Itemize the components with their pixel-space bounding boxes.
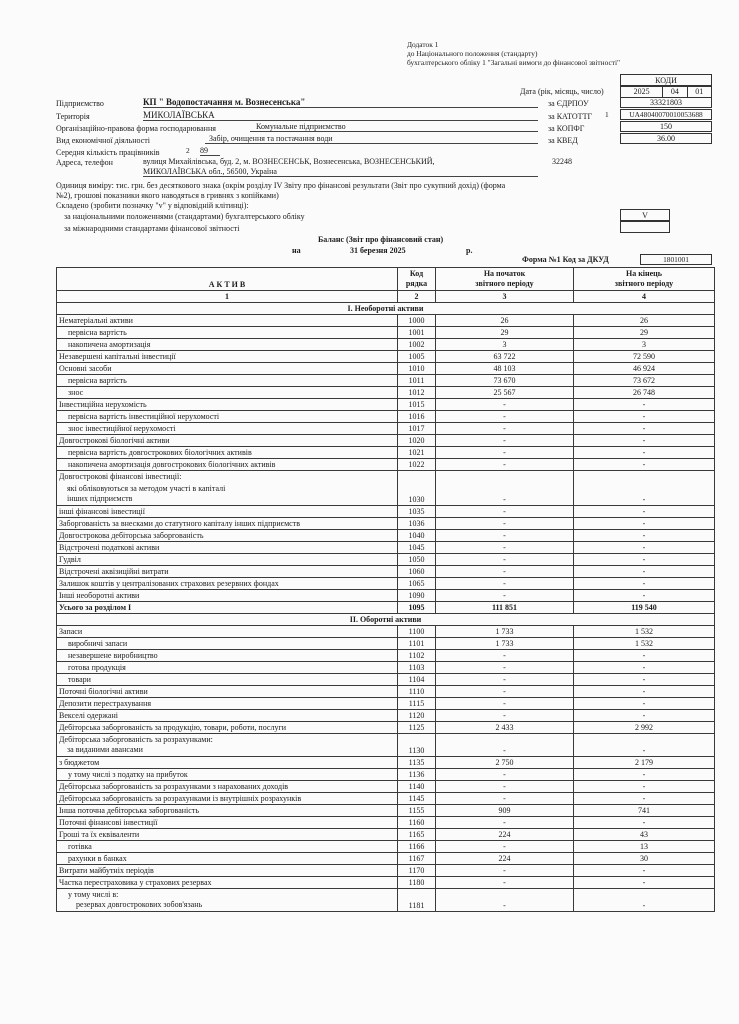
row-code: 1095 (398, 602, 436, 614)
row-end-value: - (574, 566, 715, 578)
territory-code-label: за КАТОТТГ (548, 112, 593, 121)
table-header-row (57, 268, 715, 291)
table-row (57, 471, 715, 506)
row-end-value: - (574, 554, 715, 566)
enterprise-label: Підприємство (56, 99, 104, 108)
international-standards-label: за міжнародними стандартами фінансової звітності (64, 224, 240, 233)
legal-form-label: Організаційно-правова форма господарювання (56, 124, 216, 133)
row-code: 1035 (398, 506, 436, 518)
row-name: Дебіторська заборгованість за розрахунками із внутрішніх розрахунків (57, 793, 398, 805)
row-code: 1160 (398, 817, 436, 829)
col-number-2: 2 (398, 291, 436, 303)
row-name-line: Дебіторська заборгованість за розрахунками: (59, 735, 213, 744)
row-code: 1145 (398, 793, 436, 805)
row-end-value: 29 (574, 327, 715, 339)
form-label: Форма №1 Код за ДКУД (522, 255, 609, 264)
kved-code: 36.00 (620, 133, 712, 144)
row-start-value: 1 733 (436, 638, 574, 650)
row-name-line: Довгострокові фінансові інвестиції: (59, 472, 182, 481)
row-end-value: - (574, 698, 715, 710)
legal-form-value: Комунальне підприємство (250, 122, 538, 132)
row-name: Незавершені капітальні інвестиції (57, 351, 398, 363)
row-start-value: - (436, 423, 574, 435)
unit-line-2: №2), грошові показники якого наводяться в гривнях з копійками) (56, 191, 279, 200)
row-name: первісна вартість інвестиційної нерухомості (57, 411, 398, 423)
table-row (57, 423, 715, 435)
row-name: Інші необоротні активи (57, 590, 398, 602)
row-start-value: - (436, 889, 574, 912)
table-row (57, 734, 715, 757)
row-end-value: 26 (574, 315, 715, 327)
row-name: первісна вартість (57, 375, 398, 387)
row-code: 1110 (398, 686, 436, 698)
row-end-value: - (574, 889, 715, 912)
activity-code-label: за КВЕД (548, 136, 578, 145)
address-label: Адреса, телефон (56, 158, 113, 167)
row-name: Векселі одержані (57, 710, 398, 722)
international-standards-checkbox (620, 221, 670, 233)
row-end-value: - (574, 686, 715, 698)
row-name: первісна вартість (57, 327, 398, 339)
row-code: 1140 (398, 781, 436, 793)
row-end-value: 13 (574, 841, 715, 853)
row-code: 1155 (398, 805, 436, 817)
row-name-line: резервах довгострокових зобов'язань (76, 900, 203, 909)
row-start-value: - (436, 734, 574, 757)
row-start-value: 909 (436, 805, 574, 817)
row-name (57, 471, 398, 506)
table-row (57, 506, 715, 518)
row-code: 1115 (398, 698, 436, 710)
row-name: у тому числі з податку на прибуток (57, 769, 398, 781)
row-code: 1017 (398, 423, 436, 435)
row-name: Поточні фінансові інвестиції (57, 817, 398, 829)
row-code: 1103 (398, 662, 436, 674)
table-row (57, 447, 715, 459)
row-code: 1000 (398, 315, 436, 327)
table-row (57, 626, 715, 638)
row-end-value: 73 672 (574, 375, 715, 387)
row-start-value: 29 (436, 327, 574, 339)
row-end-value: 30 (574, 853, 715, 865)
row-name (57, 889, 398, 912)
legal-form-code-label: за КОПФГ (548, 124, 585, 133)
table-row (57, 674, 715, 686)
edrpou-code: 33321803 (620, 97, 712, 108)
header-asset: А К Т И В (57, 268, 398, 291)
row-name: Витрати майбутніх періодів (57, 865, 398, 877)
territory-value: МИКОЛАЇВСЬКА (143, 110, 538, 121)
row-code: 1104 (398, 674, 436, 686)
row-start-value: - (436, 686, 574, 698)
row-end-value: - (574, 530, 715, 542)
row-code: 1135 (398, 757, 436, 769)
row-name: Відстрочені податкові активи (57, 542, 398, 554)
col-number-4: 4 (574, 291, 715, 303)
table-row (57, 363, 715, 375)
row-start-value: - (436, 411, 574, 423)
row-name: первісна вартість довгострокових біологічних активів (57, 447, 398, 459)
row-code: 1102 (398, 650, 436, 662)
table-row (57, 339, 715, 351)
row-start-value: 63 722 (436, 351, 574, 363)
row-name: Інша поточна дебіторська заборгованість (57, 805, 398, 817)
row-code: 1002 (398, 339, 436, 351)
row-end-value: - (574, 411, 715, 423)
enterprise-code-label: за ЄДРПОУ (548, 99, 589, 108)
row-start-value: 26 (436, 315, 574, 327)
row-end-value: - (574, 542, 715, 554)
codes-header: КОДИ (620, 74, 712, 86)
row-name: Довгострокова дебіторська заборгованість (57, 530, 398, 542)
row-end-value: - (574, 650, 715, 662)
row-end-value: - (574, 769, 715, 781)
row-name: рахунки в банках (57, 853, 398, 865)
row-start-value: 25 567 (436, 387, 574, 399)
address-line-1: вулиця Михайлівська, буд. 2, м. ВОЗНЕСЕНСЬК, Вознесенська, ВОЗНЕСЕНСЬКИЙ, (143, 157, 435, 166)
row-name: Запаси (57, 626, 398, 638)
date-year: 2025 (621, 87, 663, 98)
table-row (57, 435, 715, 447)
row-code: 1181 (398, 889, 436, 912)
dkud-code: 1801001 (640, 254, 712, 265)
appendix-line-3: бухгалтерського обліку 1 "Загальні вимоги до фінансової звітності" (407, 58, 621, 67)
row-end-value: 43 (574, 829, 715, 841)
row-end-value: - (574, 471, 715, 506)
row-start-value: - (436, 554, 574, 566)
table-row (57, 769, 715, 781)
title-date: 31 березня 2025 (350, 246, 406, 255)
table-row (57, 566, 715, 578)
row-end-value: - (574, 423, 715, 435)
address-line-2: МИКОЛАЇВСЬКА обл., 56500, Україна (143, 167, 538, 177)
row-name (57, 734, 398, 757)
row-name: Відстрочені аквізиційні витрати (57, 566, 398, 578)
employees-label: Середня кількість працівників (56, 148, 160, 157)
table-row (57, 411, 715, 423)
row-start-value: 1 733 (436, 626, 574, 638)
table-row (57, 889, 715, 912)
row-name: накопичена амортизація (57, 339, 398, 351)
row-end-value: 2 179 (574, 757, 715, 769)
table-row (57, 542, 715, 554)
row-end-value: - (574, 435, 715, 447)
row-start-value: - (436, 578, 574, 590)
table-row (57, 650, 715, 662)
employees-marker: 2 (186, 146, 190, 155)
row-code: 1040 (398, 530, 436, 542)
table-row (57, 327, 715, 339)
row-end-value: 46 924 (574, 363, 715, 375)
row-start-value: - (436, 590, 574, 602)
table-row (57, 805, 715, 817)
row-start-value: 111 851 (436, 602, 574, 614)
appendix-line-1: Додаток 1 (407, 40, 439, 49)
row-code: 1016 (398, 411, 436, 423)
row-code: 1020 (398, 435, 436, 447)
header-start: На початок звітного періоду (436, 268, 574, 291)
row-start-value: - (436, 435, 574, 447)
row-start-value: - (436, 865, 574, 877)
row-code: 1170 (398, 865, 436, 877)
row-name: Інвестиційна нерухомість (57, 399, 398, 411)
row-name: товари (57, 674, 398, 686)
section-header-row (57, 614, 715, 626)
section-header-row (57, 303, 715, 315)
date-day: 01 (687, 87, 711, 98)
table-row (57, 638, 715, 650)
table-row (57, 375, 715, 387)
row-code: 1060 (398, 566, 436, 578)
row-start-value: - (436, 698, 574, 710)
row-start-value: - (436, 793, 574, 805)
row-end-value: 72 590 (574, 351, 715, 363)
row-end-value: - (574, 734, 715, 757)
table-row (57, 793, 715, 805)
table-row (57, 662, 715, 674)
row-start-value: - (436, 506, 574, 518)
row-name: готова продукція (57, 662, 398, 674)
row-start-value: - (436, 817, 574, 829)
balance-table (56, 267, 715, 912)
activity-label: Вид економічної діяльності (56, 136, 151, 145)
row-code: 1005 (398, 351, 436, 363)
row-name: Частка перестраховика у страхових резервах (57, 877, 398, 889)
row-start-value: - (436, 877, 574, 889)
row-name: виробничі запаси (57, 638, 398, 650)
row-code: 1100 (398, 626, 436, 638)
appendix-line-2: до Національного положення (стандарту) (407, 49, 538, 58)
compiled-label: Складено (зробити позначку "v" у відповідній клітинці): (56, 201, 249, 210)
row-start-value: 224 (436, 853, 574, 865)
table-row (57, 710, 715, 722)
row-code: 1022 (398, 459, 436, 471)
row-end-value: 3 (574, 339, 715, 351)
table-row (57, 722, 715, 734)
row-start-value: - (436, 650, 574, 662)
row-start-value: 3 (436, 339, 574, 351)
row-end-value: - (574, 590, 715, 602)
table-row (57, 757, 715, 769)
header-end: На кінець звітного періоду (574, 268, 715, 291)
row-code: 1125 (398, 722, 436, 734)
table-row (57, 698, 715, 710)
row-name: Заборгованість за внесками до статутного капіталу інших підприємств (57, 518, 398, 530)
row-start-value: 48 103 (436, 363, 574, 375)
table-row (57, 817, 715, 829)
row-end-value: - (574, 399, 715, 411)
section-title: I. Необоротні активи (57, 303, 715, 315)
table-row (57, 459, 715, 471)
row-end-value: 119 540 (574, 602, 715, 614)
row-name: Основні засоби (57, 363, 398, 375)
table-row (57, 578, 715, 590)
row-name: Нематеріальні активи (57, 315, 398, 327)
national-standards-label: за національними положеннями (стандартами) бухгалтерського обліку (64, 212, 305, 221)
row-start-value: - (436, 530, 574, 542)
row-code: 1065 (398, 578, 436, 590)
row-name: інші фінансові інвестиції (57, 506, 398, 518)
row-code: 1012 (398, 387, 436, 399)
row-end-value: - (574, 710, 715, 722)
row-code: 1090 (398, 590, 436, 602)
row-name: Поточні біологічні активи (57, 686, 398, 698)
col-number-1: 1 (57, 291, 398, 303)
row-name: накопичена амортизація довгострокових біологічних активів (57, 459, 398, 471)
row-end-value: - (574, 865, 715, 877)
table-row (57, 315, 715, 327)
row-code: 1136 (398, 769, 436, 781)
territory-label: Територія (56, 112, 90, 121)
row-end-value: - (574, 459, 715, 471)
col-number-3: 3 (436, 291, 574, 303)
row-end-value: - (574, 506, 715, 518)
row-code: 1120 (398, 710, 436, 722)
row-end-value: - (574, 518, 715, 530)
row-end-value: - (574, 781, 715, 793)
row-code: 1011 (398, 375, 436, 387)
row-name-line: у тому числі в: (68, 890, 119, 899)
table-row (57, 877, 715, 889)
row-code: 1130 (398, 734, 436, 757)
column-numbers-row (57, 291, 715, 303)
row-code: 1045 (398, 542, 436, 554)
row-name-line: інших підприємств (67, 494, 133, 503)
row-start-value: - (436, 841, 574, 853)
row-name: з бюджетом (57, 757, 398, 769)
row-code: 1101 (398, 638, 436, 650)
row-code: 1015 (398, 399, 436, 411)
row-code: 1165 (398, 829, 436, 841)
table-row (57, 865, 715, 877)
header-code: Код рядка (398, 268, 436, 291)
row-start-value: - (436, 447, 574, 459)
row-name: Гроші та їх еквіваленти (57, 829, 398, 841)
row-name: знос (57, 387, 398, 399)
row-start-value: - (436, 781, 574, 793)
row-name: Довгострокові біологічні активи (57, 435, 398, 447)
row-end-value: - (574, 578, 715, 590)
table-row (57, 399, 715, 411)
row-name: Усього за розділом I (57, 602, 398, 614)
row-start-value: - (436, 518, 574, 530)
unit-line-1: Одиниця виміру: тис. грн. без десяткового знака (окрім розділу IV Звіту про фінансові результати (Звіт про сукупний дохід) (форма (56, 181, 506, 190)
row-start-value: 2 750 (436, 757, 574, 769)
row-name: готівка (57, 841, 398, 853)
row-name: Дебіторська заборгованість за розрахунками з нарахованих доходів (57, 781, 398, 793)
table-row (57, 686, 715, 698)
row-start-value: 73 670 (436, 375, 574, 387)
row-code: 1010 (398, 363, 436, 375)
row-code: 1050 (398, 554, 436, 566)
katottg-code: UA48040070010053688 (620, 109, 712, 120)
row-end-value: - (574, 662, 715, 674)
table-row (57, 387, 715, 399)
activity-value: Забір, очищення та постачання води (205, 134, 538, 144)
row-start-value: 2 433 (436, 722, 574, 734)
row-start-value: - (436, 542, 574, 554)
table-row (57, 554, 715, 566)
row-code: 1021 (398, 447, 436, 459)
row-start-value: - (436, 674, 574, 686)
row-end-value: 2 992 (574, 722, 715, 734)
address-phone: 32248 (552, 157, 572, 166)
row-code: 1166 (398, 841, 436, 853)
row-end-value: - (574, 447, 715, 459)
date-label: Дата (рік, місяць, число) (520, 87, 604, 96)
title-on: на (292, 246, 301, 255)
row-name: Депозити перестрахування (57, 698, 398, 710)
table-row (57, 829, 715, 841)
section-title: II. Оборотні активи (57, 614, 715, 626)
title-year-suffix: р. (466, 246, 473, 255)
table-row (57, 841, 715, 853)
row-end-value: 1 532 (574, 638, 715, 650)
row-end-value: - (574, 674, 715, 686)
table-row (57, 351, 715, 363)
table-row (57, 518, 715, 530)
row-name: незавершене виробництво (57, 650, 398, 662)
kopfg-code: 150 (620, 121, 712, 132)
balance-title: Баланс (Звіт про фінансовий стан) (318, 235, 444, 244)
row-code: 1030 (398, 471, 436, 506)
row-code: 1001 (398, 327, 436, 339)
row-end-value: 741 (574, 805, 715, 817)
row-start-value: - (436, 471, 574, 506)
row-end-value: - (574, 793, 715, 805)
table-row (57, 530, 715, 542)
row-name-line: які обліковуються за методом участі в капіталі (67, 484, 226, 493)
row-end-value: - (574, 817, 715, 829)
total-row (57, 602, 715, 614)
row-name: Гудвіл (57, 554, 398, 566)
row-start-value: - (436, 399, 574, 411)
row-start-value: - (436, 459, 574, 471)
enterprise-value: КП " Водопостачання м. Вознесенська" (143, 97, 538, 108)
row-name: Дебіторська заборгованість за продукцію, товари, роботи, послуги (57, 722, 398, 734)
row-code: 1180 (398, 877, 436, 889)
table-row (57, 853, 715, 865)
row-name: Залишок коштів у централізованих страхових резервних фондах (57, 578, 398, 590)
row-start-value: - (436, 769, 574, 781)
row-code: 1036 (398, 518, 436, 530)
row-start-value: - (436, 662, 574, 674)
row-name-line: за виданими авансами (67, 745, 143, 754)
table-row (57, 781, 715, 793)
row-start-value: - (436, 566, 574, 578)
national-standards-checkbox: V (620, 209, 670, 221)
employees-value: 89 (200, 146, 220, 156)
territory-marker: 1 (605, 110, 609, 119)
row-end-value: 26 748 (574, 387, 715, 399)
row-code: 1167 (398, 853, 436, 865)
row-end-value: - (574, 877, 715, 889)
row-start-value: - (436, 710, 574, 722)
table-row (57, 590, 715, 602)
row-name: знос інвестиційної нерухомості (57, 423, 398, 435)
row-start-value: 224 (436, 829, 574, 841)
row-end-value: 1 532 (574, 626, 715, 638)
date-month: 04 (663, 87, 687, 98)
